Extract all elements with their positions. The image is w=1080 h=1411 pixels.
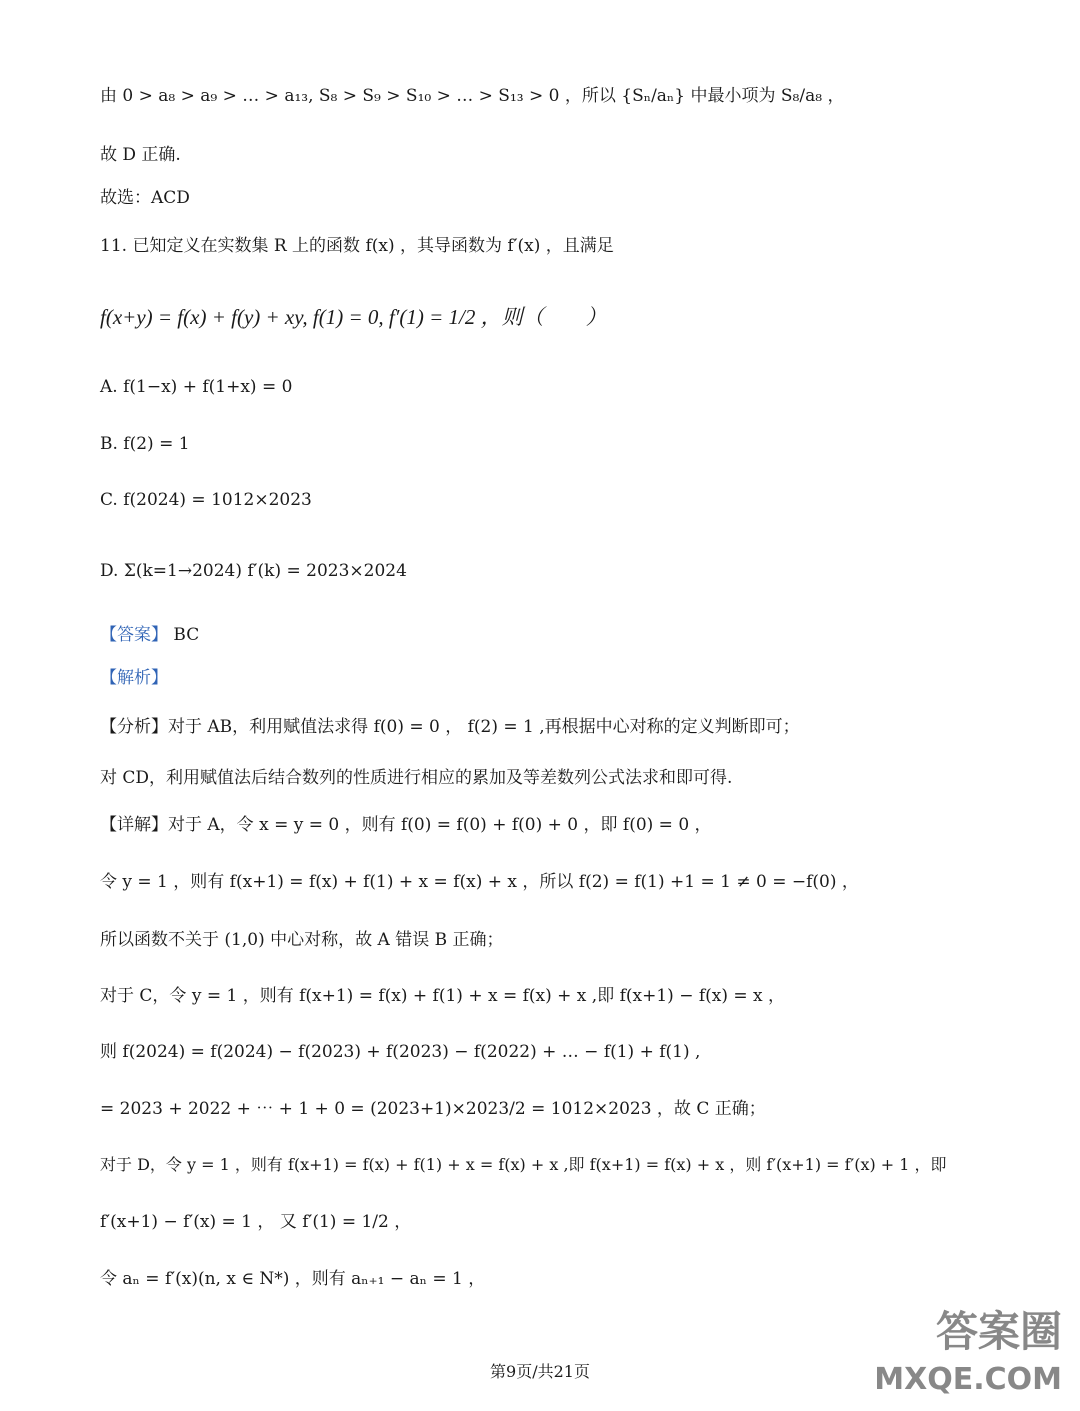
- answer-tag: 【答案】: [100, 625, 168, 645]
- analysis-tag: 【解析】: [100, 668, 168, 688]
- analysis-text: 【分析】对于 AB，利用赋值法求得 f(0) = 0 ， f(2) = 1 ,再根据中心对称的定义判断即可；: [100, 717, 800, 737]
- analysis-heading: [100, 668, 168, 688]
- question-stem: 11. 已知定义在实数集 R 上的函数 f(x) ，其导函数为 f′(x) ，且满足: [100, 236, 614, 256]
- page-footer: 第9页/共21页: [490, 1362, 590, 1381]
- solution-text: = 2023 + 2022 + ⋯ + 1 + 0 = (2023+1)×2023/2 = 1012×2023 ，故 C 正确；: [100, 1099, 766, 1119]
- text-line: 故 D 正确.: [100, 145, 181, 165]
- solution-text: f′(x+1) − f′(x) = 1 ， 又 f′(1) = 1/2 ，: [100, 1212, 412, 1232]
- solution-text: 【详解】对于 A，令 x = y = 0 ，则有 f(0) = f(0) + f(0) + 0 ，即 f(0) = 0 ，: [100, 815, 712, 835]
- answer-value: BC: [173, 625, 200, 645]
- analysis-text: 对 CD，利用赋值法后结合数列的性质进行相应的累加及等差数列公式法求和即可得.: [100, 768, 733, 788]
- question-condition: f(x+y) = f(x) + f(y) + xy, f(1) = 0, f′(1) = 1/2 ，则（ ）: [100, 305, 607, 329]
- option-c: C. f(2024) = 1012×2023: [100, 490, 312, 510]
- solution-text: 对于 D，令 y = 1 ，则有 f(x+1) = f(x) + f(1) + x = f(x) + x ,即 f(x+1) = f(x) + x ，则 f′(x+1) = f′(x) + 1 ，即: [100, 1155, 947, 1174]
- text-line: 由 0 > a₈ > a₉ > … > a₁₃, S₈ > S₉ > S₁₀ > … > S₁₃ > 0 ，所以 {Sₙ/aₙ} 中最小项为 S₈/a₈ ，: [100, 86, 845, 106]
- solution-text: 令 aₙ = f′(x)(n, x ∈ N*) ，则有 aₙ₊₁ − aₙ = 1 ，: [100, 1269, 486, 1289]
- solution-text: 令 y = 1 ，则有 f(x+1) = f(x) + f(1) + x = f(x) + x ，所以 f(2) = f(1) +1 = 1 ≠ 0 = −f(0) ，: [100, 872, 859, 892]
- solution-text: 所以函数不关于 (1,0) 中心对称，故 A 错误 B 正确；: [100, 930, 504, 950]
- option-a: A. f(1−x) + f(1+x) = 0: [100, 377, 293, 397]
- solution-text: 对于 C，令 y = 1 ，则有 f(x+1) = f(x) + f(1) + x = f(x) + x ,即 f(x+1) − f(x) = x ，: [100, 986, 786, 1006]
- watermark-title: 答案圈: [935, 1307, 1062, 1356]
- option-d: D. Σ(k=1→2024) f′(k) = 2023×2024: [100, 561, 407, 581]
- solution-text: 则 f(2024) = f(2024) − f(2023) + f(2023) − f(2022) + … − f(1) + f(1) ,: [100, 1042, 701, 1062]
- text-line: 故选：ACD: [100, 188, 190, 208]
- option-b: B. f(2) = 1: [100, 434, 190, 454]
- answer-line: [100, 625, 199, 645]
- watermark-site: MXQE.COM: [874, 1362, 1062, 1397]
